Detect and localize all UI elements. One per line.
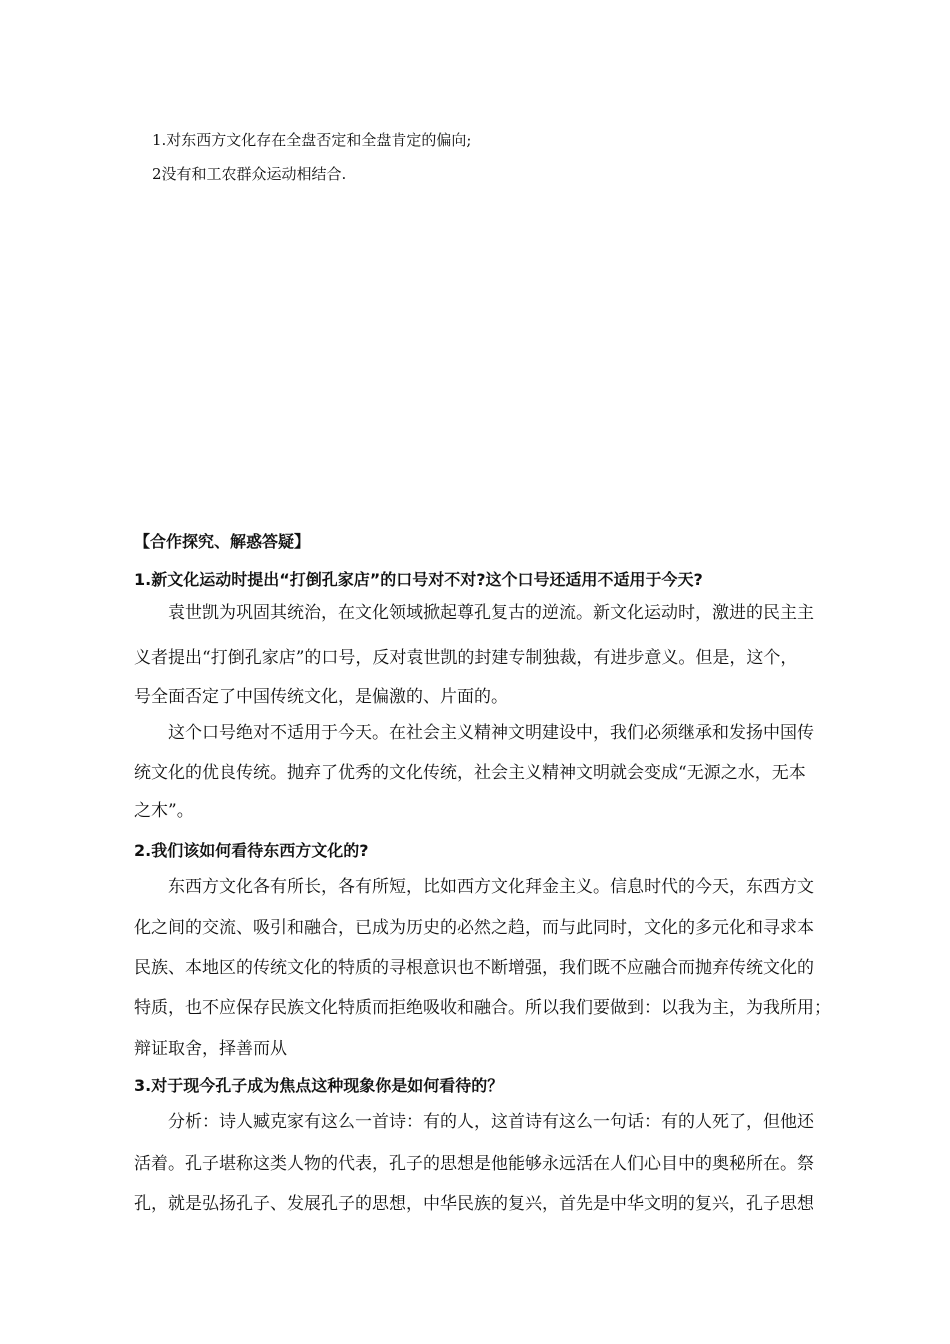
- answer-line: 袁世凯为巩固其统治，在文化领域掀起尊孔复古的逆流。新文化运动时，激进的民主主: [168, 603, 814, 623]
- answer-line: 之木”。: [134, 801, 194, 821]
- question-title: 2.我们该如何看待东西方文化的?: [134, 841, 369, 860]
- answer-line: 辩证取舍，择善而从: [134, 1039, 287, 1059]
- question-title: 3.对于现今孔子成为焦点这种现象你是如何看待的？: [134, 1076, 504, 1095]
- answer-line: 孔，就是弘扬孔子、发展孔子的思想，中华民族的复兴，首先是中华文明的复兴，孔子思想: [134, 1194, 814, 1214]
- answer-line: 统文化的优良传统。抛弃了优秀的文化传统，社会主义精神文明就会变成“无源之水，无本: [134, 763, 806, 783]
- answer-line: 民族、本地区的传统文化的特质的寻根意识也不断增强，我们既不应融合而抛弃传统文化的: [134, 958, 814, 978]
- intro-list-item: 2没有和工农群众运动相结合.: [152, 165, 347, 183]
- answer-line: 东西方文化各有所长，各有所短，比如西方文化拜金主义。信息时代的今天，东西方文: [168, 877, 814, 897]
- intro-list-item: 1.对东西方文化存在全盘否定和全盘肯定的偏向;: [152, 131, 472, 149]
- answer-line: 义者提出“打倒孔家店”的口号，反对袁世凯的封建专制独裁，有进步意义。但是，这个，: [134, 648, 798, 668]
- answer-line: 这个口号绝对不适用于今天。在社会主义精神文明建设中，我们必须继承和发扬中国传: [168, 723, 814, 743]
- answer-line: 活着。孔子堪称这类人物的代表，孔子的思想是他能够永远活在人们心目中的奥秘所在。祭: [134, 1154, 814, 1174]
- answer-line: 号全面否定了中国传统文化，是偏激的、片面的。: [134, 687, 508, 707]
- answer-line: 化之间的交流、吸引和融合，已成为历史的必然之趋，而与此同时，文化的多元化和寻求本: [134, 918, 814, 938]
- section-heading: 【合作探究、解惑答疑】: [134, 532, 311, 551]
- answer-line: 分析：诗人臧克家有这么一首诗：有的人，这首诗有这么一句话：有的人死了，但他还: [168, 1112, 814, 1132]
- question-title: 1.新文化运动时提出“打倒孔家店”的口号对不对?这个口号还适用不适用于今天?: [134, 570, 703, 589]
- answer-line: 特质，也不应保存民族文化特质而拒绝吸收和融合。所以我们要做到：以我为主，为我所用；: [134, 998, 831, 1018]
